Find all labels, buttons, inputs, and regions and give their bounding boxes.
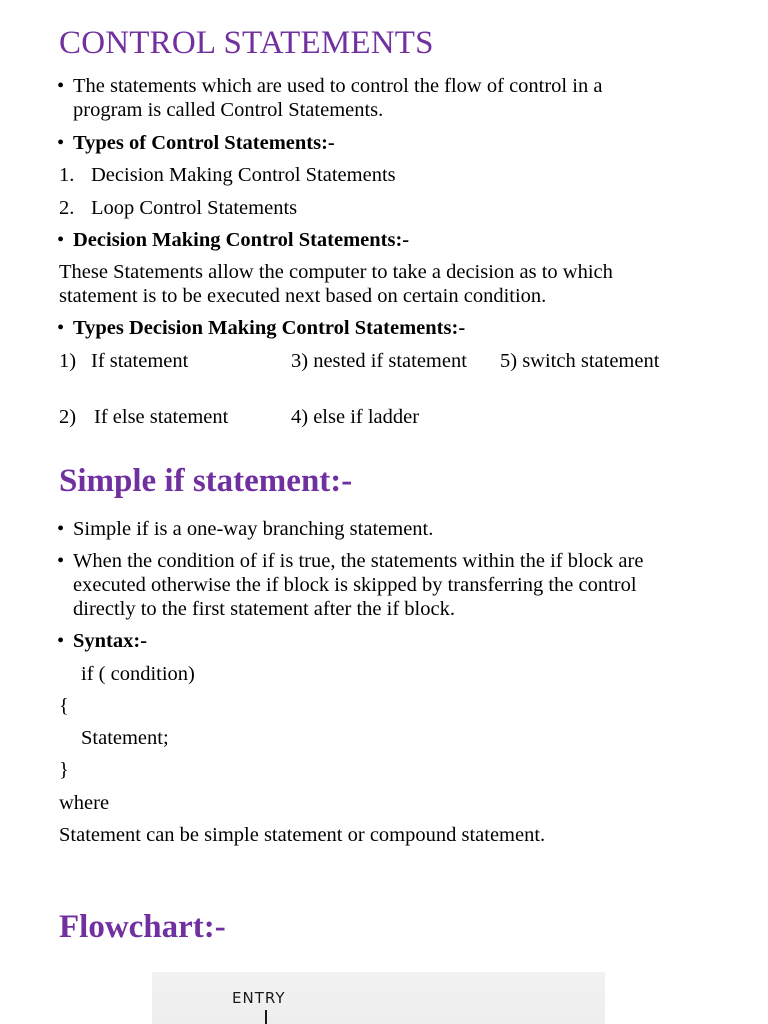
flowchart-image xyxy=(152,972,605,1024)
types-item-1-text: Decision Making Control Statements xyxy=(91,164,396,186)
types-item-2-number: 2. xyxy=(59,197,75,219)
simple-if-bullet-2-line-2: executed otherwise the if block is skipped by transferring the control xyxy=(73,574,637,596)
decision-type-5-text: 5) switch statement xyxy=(500,350,660,372)
syntax-heading: Syntax:- xyxy=(73,630,148,652)
decision-type-2-text: If else statement xyxy=(94,406,229,428)
statement-note: Statement can be simple statement or compound statement. xyxy=(59,824,546,846)
intro-line-1: The statements which are used to control the flow of control in a xyxy=(73,75,603,97)
decision-type-1-number: 1) xyxy=(59,350,77,372)
decision-type-4-text: 4) else if ladder xyxy=(291,406,420,428)
flowchart-heading: Flowchart:- xyxy=(59,909,226,945)
decision-type-2-number: 2) xyxy=(59,406,77,428)
syntax-line-statement: Statement; xyxy=(81,727,169,749)
bullet-icon: • xyxy=(57,630,65,652)
page-title: CONTROL STATEMENTS xyxy=(59,25,434,61)
simple-if-bullet-2-line-1: When the condition of if is true, the statements within the if block are xyxy=(73,550,644,572)
decision-desc-line-1: These Statements allow the computer to take a decision as to which xyxy=(59,261,613,283)
flowchart-entry-label: ENTRY xyxy=(232,989,286,1007)
simple-if-bullet-2-line-3: directly to the first statement after the if block. xyxy=(73,598,455,620)
simple-if-bullet-1: Simple if is a one-way branching statement. xyxy=(73,518,434,540)
decision-type-3-text: 3) nested if statement xyxy=(291,350,467,372)
where-text: where xyxy=(59,792,110,814)
bullet-icon: • xyxy=(57,75,65,97)
flowchart-entry-arrow xyxy=(265,1010,267,1024)
bullet-icon: • xyxy=(57,518,65,540)
simple-if-heading: Simple if statement:- xyxy=(59,463,353,499)
decision-desc-line-2: statement is to be executed next based on certain condition. xyxy=(59,285,547,307)
types-heading: Types of Control Statements:- xyxy=(73,132,335,154)
bullet-icon: • xyxy=(57,550,65,572)
intro-line-2: program is called Control Statements. xyxy=(73,99,384,121)
syntax-line-close-brace: } xyxy=(59,759,69,781)
bullet-icon: • xyxy=(57,317,65,339)
types-item-1-number: 1. xyxy=(59,164,75,186)
syntax-line-if: if ( condition) xyxy=(81,663,195,685)
decision-type-1-text: If statement xyxy=(91,350,189,372)
decision-types-heading: Types Decision Making Control Statements:- xyxy=(73,317,466,339)
bullet-icon: • xyxy=(57,132,65,154)
bullet-icon: • xyxy=(57,229,65,251)
syntax-line-open-brace: { xyxy=(59,695,69,717)
decision-heading: Decision Making Control Statements:- xyxy=(73,229,410,251)
types-item-2-text: Loop Control Statements xyxy=(91,197,298,219)
